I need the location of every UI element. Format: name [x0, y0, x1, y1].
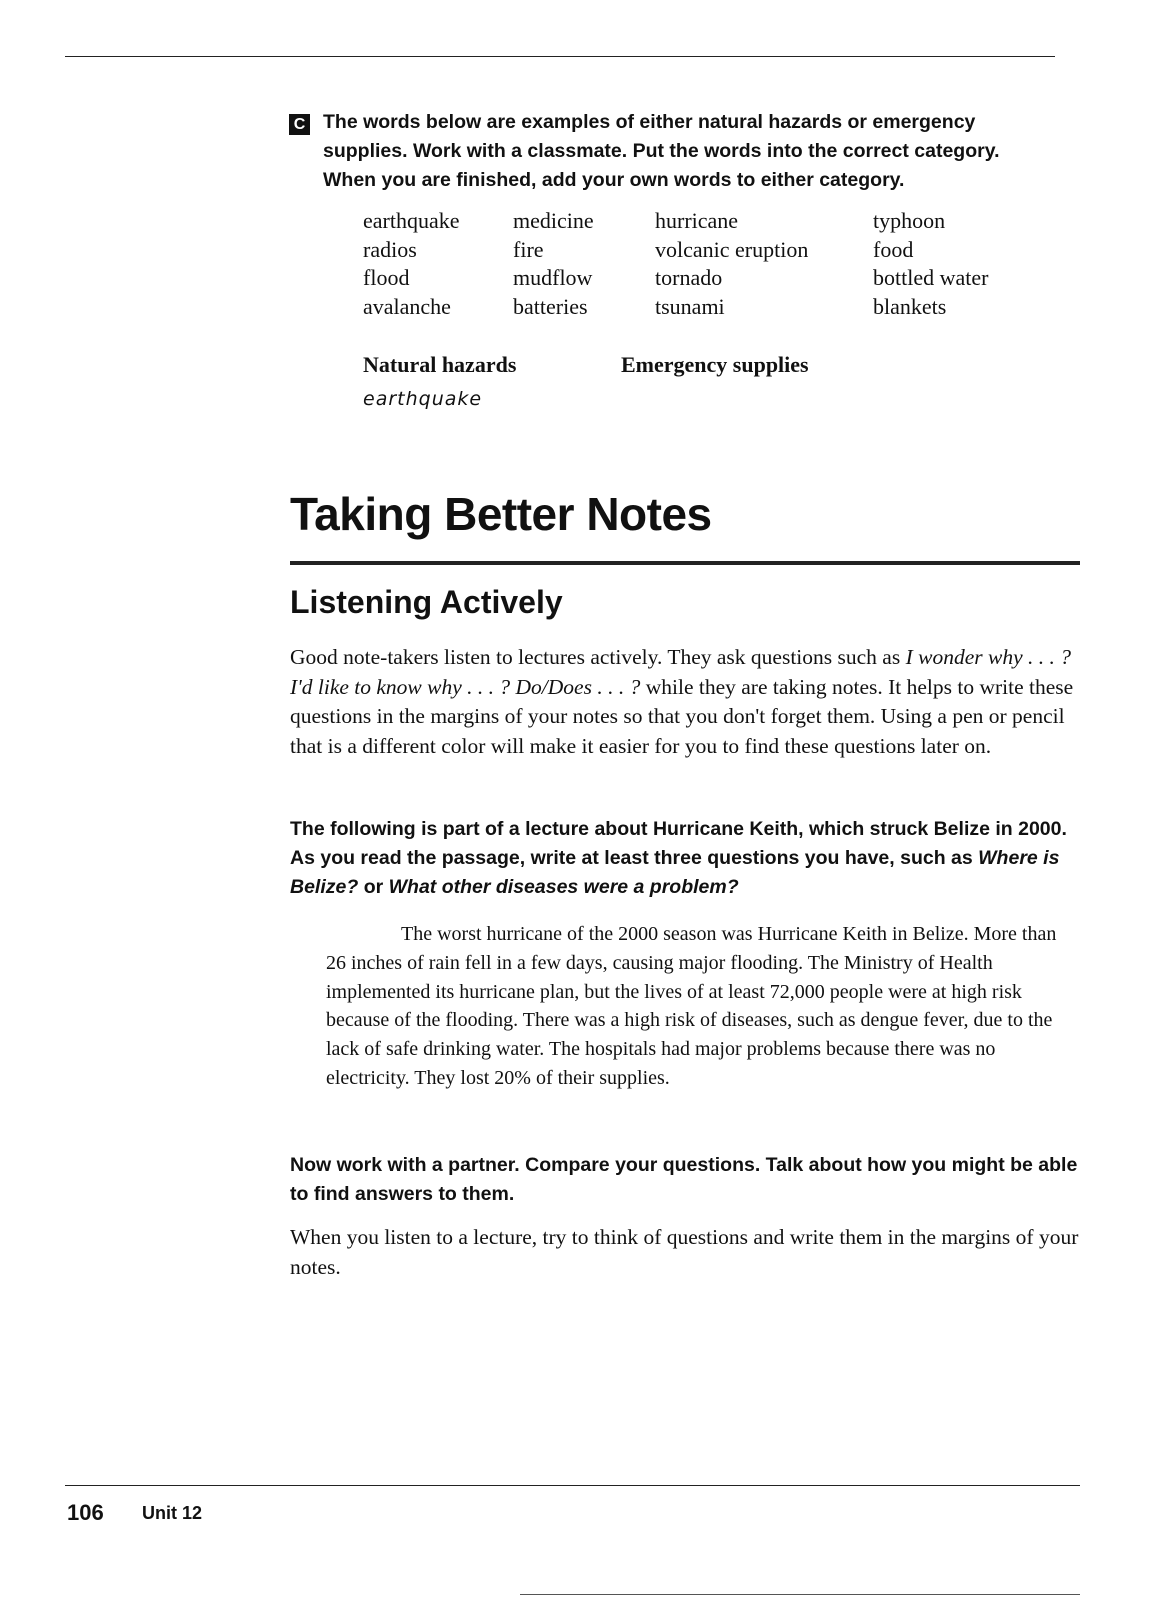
unit-label: Unit 12	[142, 1503, 203, 1523]
word-item: typhoon	[873, 208, 946, 233]
intro-text: Good note-takers listen to lectures actively. They ask questions such as	[290, 645, 906, 669]
exercise-letter-badge: C	[289, 114, 310, 135]
subsection-title: Listening Actively	[290, 584, 563, 620]
word-item: blankets	[873, 293, 947, 319]
task-instructions	[290, 815, 1080, 902]
task-example-question: What other diseases were a problem?	[388, 876, 739, 898]
word-item: volcanic eruption	[655, 236, 809, 262]
word-item: fire	[513, 236, 544, 262]
intro-paragraph	[290, 643, 1080, 761]
word-column-1	[363, 207, 460, 321]
word-item: tornado	[655, 265, 723, 290]
closing-paragraph: When you listen to a lecture, try to think of questions and write them in the margins of your notes.	[290, 1225, 1079, 1279]
word-item: food	[873, 236, 914, 262]
word-item: medicine	[513, 208, 594, 233]
word-item: earthquake	[363, 208, 460, 233]
section-title: Taking Better Notes	[290, 488, 712, 540]
word-column-2	[513, 207, 594, 321]
bottom-rule	[520, 1594, 1080, 1595]
page-number: 106	[67, 1500, 104, 1525]
category-natural-hazards: Natural hazards	[363, 352, 517, 377]
word-column-4	[873, 207, 988, 321]
word-item: bottled water	[873, 265, 989, 290]
footer-rule	[65, 1485, 1080, 1486]
task-text: or	[358, 876, 389, 898]
word-item: batteries	[513, 293, 588, 319]
word-item: flood	[363, 265, 410, 290]
word-column-3	[655, 207, 808, 321]
word-item: hurricane	[655, 208, 739, 233]
category-emergency-supplies: Emergency supplies	[621, 352, 809, 377]
intro-example-questions: I wonder why . . . ? I'd like to know why . . . ? Do/Does . . . ?	[290, 645, 1072, 699]
task-example-question: Where is Belize?	[290, 847, 1060, 898]
word-item: radios	[363, 236, 417, 262]
lecture-passage: The worst hurricane of the 2000 season was Hurricane Keith in Belize. More than 26 inches of rain fell in a few days, causing major flooding. The Ministry of Health implemented its hurricane plan, but the lives of at least 72,000 people were at high risk because of the flooding. There was a high risk of diseases, such as dengue fever, due to the lack of safe drinking water. The hospitals had major problems because there was no electricity. They lost 20% of their supplies.	[326, 923, 1057, 1089]
task-text: The following is part of a lecture about Hurricane Keith, which struck Belize in 2000. As you read the passage, write at least three questions you have, such as	[290, 818, 1067, 869]
word-item: avalanche	[363, 293, 451, 319]
section-rule	[290, 561, 1080, 565]
top-rule	[65, 56, 1055, 57]
word-item: mudflow	[513, 265, 593, 290]
exercise-c-instructions: The words below are examples of either natural hazards or emergency supplies. Work with a classmate. Put the words into the correct category. When you are finished, add your own words to either category.	[323, 111, 1000, 191]
handwritten-answer: earthquake	[363, 388, 483, 410]
intro-text: while they are taking notes. It helps to write these questions in the margins of your notes so that you don't forget them. Using a pen or pencil that is a different color will make it easier for you to find these questions later on.	[290, 674, 1074, 758]
partner-instructions: Now work with a partner. Compare your questions. Talk about how you might be able to find answers to them.	[290, 1154, 1078, 1205]
word-item: tsunami	[655, 293, 725, 319]
